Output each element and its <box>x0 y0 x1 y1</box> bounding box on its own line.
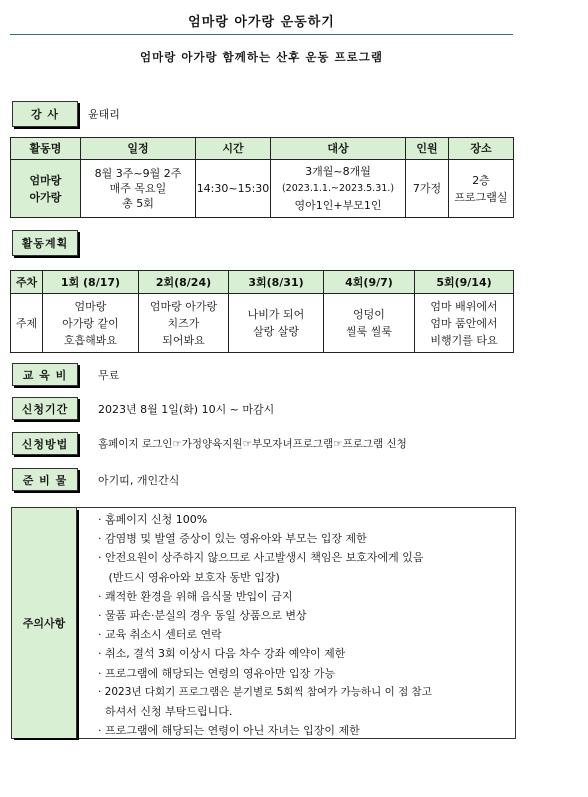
plan-week-5: 5회(9/14) <box>415 271 514 294</box>
cell-time: 14:30~15:30 <box>196 160 271 218</box>
header-place: 장소 <box>449 138 514 160</box>
plan-topic-5 <box>415 294 514 353</box>
cell-target-line: 3개월~8개월 <box>305 165 371 178</box>
header-name: 활동명 <box>11 138 81 160</box>
notice-item: · 취소, 결석 3회 이상시 다음 차수 강좌 예약이 제한 <box>98 647 346 661</box>
plan-week-1: 1회 (8/17) <box>43 271 139 294</box>
notice-item: · 2023년 다회기 프로그램은 분기별로 5회씩 참여가 가능하니 이 점 참고 <box>98 685 432 698</box>
plan-topic-line: 치즈가 <box>167 316 200 330</box>
cell-target <box>271 160 406 218</box>
notice-item: · 교육 취소시 센터로 연락 <box>98 628 222 642</box>
header-target: 대상 <box>271 138 406 160</box>
cell-schedule <box>81 160 196 218</box>
notice-list <box>98 510 513 740</box>
cell-name <box>11 160 81 218</box>
cell-place <box>449 160 514 218</box>
fee-value: 무료 <box>98 369 120 382</box>
instructor-label: 강 사 <box>12 101 78 127</box>
plan-week-label: 주차 <box>11 271 43 294</box>
plan-topic-2 <box>139 294 229 353</box>
plan-topic-3 <box>229 294 324 353</box>
cell-schedule-line: 총 5회 <box>122 197 154 210</box>
plan-topic-line: 비행기를 타요 <box>430 333 498 347</box>
plan-week-3: 3회(8/31) <box>229 271 324 294</box>
header-capacity: 인원 <box>406 138 449 160</box>
plan-topic-line: 엄마 품안에서 <box>430 316 498 330</box>
period-label: 신청기간 <box>12 397 78 420</box>
plan-week-4: 4회(9/7) <box>324 271 415 294</box>
cell-target-line: (2023.1.1.~2023.5.31.) <box>281 183 395 194</box>
prep-value: 아기띠, 개인간식 <box>98 474 180 487</box>
plan-topic-line: 아가랑 같이 <box>62 316 119 330</box>
method-value: 홈페이지 로그인☞가정양육지원☞부모자녀프로그램☞프로그램 신청 <box>98 438 407 450</box>
fee-label: 교 육 비 <box>12 363 78 386</box>
document-title: 엄마랑 아가랑 운동하기 <box>188 15 335 30</box>
cell-target-line: 영아1인+부모1인 <box>294 199 382 212</box>
plan-topic-line: 씰룩 씰룩 <box>345 325 392 338</box>
plan-topic-line: 엄마 배위에서 <box>430 299 498 313</box>
cell-name-line: 아가랑 <box>29 190 62 204</box>
plan-topic-line: 살랑 살랑 <box>252 325 299 338</box>
plan-topic-label: 주제 <box>11 294 43 353</box>
plan-table <box>10 270 514 353</box>
notice-item: · 물품 파손·분실의 경우 동일 상품으로 변상 <box>98 609 307 623</box>
notice-item: · 감염병 및 발열 증상이 있는 영유아와 부모는 입장 제한 <box>98 532 367 546</box>
notice-box <box>11 507 516 739</box>
notice-item: · 쾌적한 환경을 위해 음식물 반입이 금지 <box>98 589 293 603</box>
instructor-value: 윤태리 <box>88 108 120 121</box>
plan-topic-4 <box>324 294 415 353</box>
plan-topic-line: 호흡해봐요 <box>63 333 118 347</box>
notice-item: 하셔서 신청 부탁드립니다. <box>98 705 233 719</box>
plan-topic-line: 되어봐요 <box>162 333 205 347</box>
plan-topic-line: 엉덩이 <box>353 308 385 321</box>
plan-topic-line: 엄마랑 <box>74 299 107 313</box>
notice-item: (반드시 영유아와 보호자 동반 입장) <box>98 570 280 584</box>
method-label: 신청방법 <box>12 432 78 455</box>
plan-topic-line: 나비가 되어 <box>247 308 305 321</box>
document-subtitle: 엄마랑 아가랑 함께하는 산후 운동 프로그램 <box>140 50 383 64</box>
notice-item: · 안전요원이 상주하지 않으므로 사고발생시 책임은 보호자에게 있음 <box>98 551 424 565</box>
cell-place-line: 프로그램실 <box>454 190 508 204</box>
plan-label: 활동계획 <box>12 230 78 256</box>
cell-place-line: 2층 <box>472 173 490 187</box>
info-table <box>10 137 514 218</box>
plan-week-2: 2회(8/24) <box>139 271 229 294</box>
cell-name-line: 엄마랑 <box>29 173 62 187</box>
notice-item: · 프로그램에 해당되는 연령이 아닌 자녀는 입장이 제한 <box>98 724 360 738</box>
notice-item: · 홈페이지 신청 100% <box>98 513 208 526</box>
cell-schedule-line: 매주 목요일 <box>109 182 167 195</box>
period-value: 2023년 8월 1일(화) 10시 ~ 마감시 <box>98 403 275 416</box>
cell-schedule-line: 8월 3주~9월 2주 <box>94 167 182 180</box>
notice-label: 주의사항 <box>12 508 77 738</box>
cell-capacity: 7가정 <box>406 160 449 218</box>
plan-topic-1 <box>43 294 139 353</box>
plan-topic-line: 엄마랑 아가랑 <box>149 299 218 313</box>
header-schedule: 일정 <box>81 138 196 160</box>
notice-item: · 프로그램에 해당되는 연령의 영유아만 입장 가능 <box>98 666 335 680</box>
prep-label: 준 비 물 <box>12 468 78 491</box>
document-title-box <box>10 6 513 35</box>
header-time: 시간 <box>196 138 271 160</box>
